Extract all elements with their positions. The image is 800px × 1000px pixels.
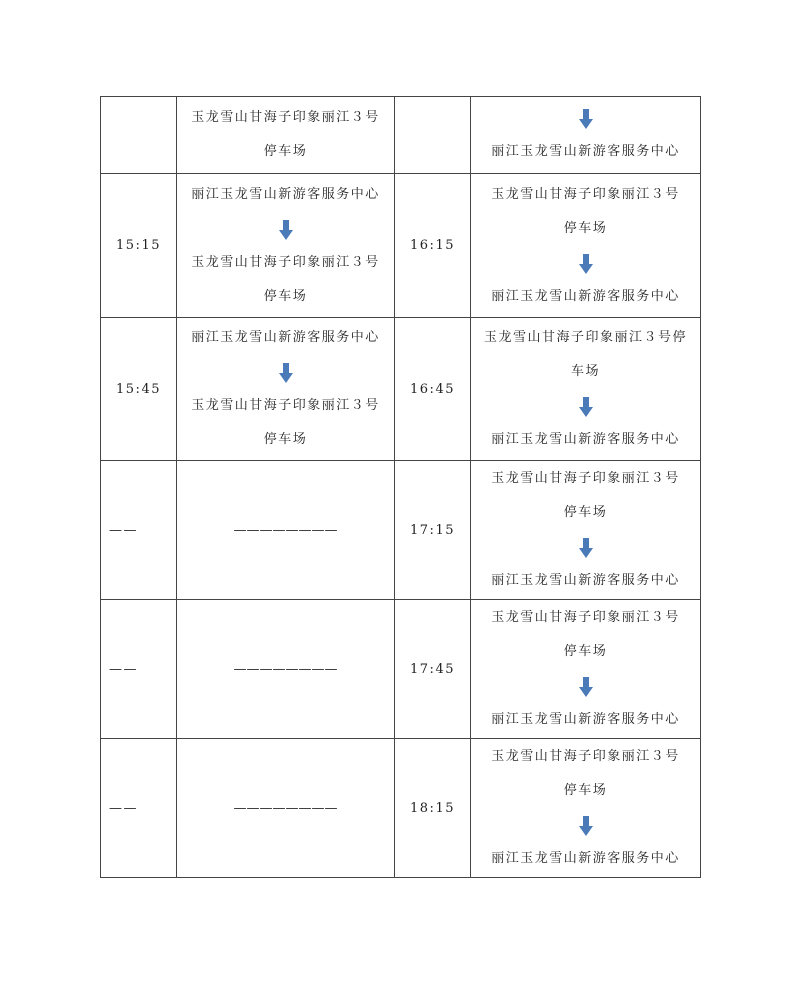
table-row [101, 318, 701, 461]
route-stop: 停车场 [563, 220, 608, 236]
route-stop: 玉龙雪山甘海子印象丽江３号 [191, 110, 380, 125]
table-row [101, 600, 701, 739]
down-arrow-icon [471, 389, 700, 423]
route-stop: 玉龙雪山甘海子印象丽江３号 [491, 471, 680, 486]
return-route-cell [471, 174, 701, 318]
down-arrow-icon [177, 355, 394, 389]
route-stop: 玉龙雪山甘海子印象丽江３号 [491, 749, 680, 764]
departure-route-cell: ———————— [177, 600, 395, 739]
route-stop: 丽江玉龙雪山新游客服务中心 [491, 432, 680, 447]
route-stop: 玉龙雪山甘海子印象丽江３号 [491, 610, 680, 625]
bus-schedule-table [100, 96, 701, 878]
departure-time-cell: —— [101, 739, 177, 878]
return-route-cell [471, 461, 701, 600]
route-stop: 玉龙雪山甘海子印象丽江３号 [191, 398, 380, 413]
route-stop: 丽江玉龙雪山新游客服务中心 [491, 851, 680, 866]
return-route-cell [471, 600, 701, 739]
return-time-cell: 17:15 [395, 461, 471, 600]
departure-time-cell [101, 97, 177, 174]
down-arrow-icon [471, 246, 700, 280]
route-stop: 玉龙雪山甘海子印象丽江３号停 [483, 330, 687, 345]
departure-route-cell [177, 174, 395, 318]
return-time-cell: 17:45 [395, 600, 471, 739]
route-stop: 丽江玉龙雪山新游客服务中心 [491, 712, 680, 727]
route-stop: 停车场 [563, 644, 608, 659]
route-stop: 丽江玉龙雪山新游客服务中心 [491, 288, 680, 304]
route-stop: 车场 [570, 364, 600, 379]
return-route-cell [471, 318, 701, 461]
route-stop: 停车场 [263, 288, 308, 304]
route-stop: 丽江玉龙雪山新游客服务中心 [191, 330, 380, 345]
route-stop: 停车场 [263, 432, 308, 447]
departure-route-cell: ———————— [177, 739, 395, 878]
return-time-cell: 18:15 [395, 739, 471, 878]
departure-route-cell [177, 318, 395, 461]
down-arrow-icon [471, 669, 700, 703]
departure-route-cell: ———————— [177, 461, 395, 600]
return-time-cell: 16:15 [395, 174, 471, 318]
departure-route-cell [177, 97, 395, 174]
route-stop: 停车场 [563, 783, 608, 798]
route-stop: 丽江玉龙雪山新游客服务中心 [191, 186, 380, 202]
down-arrow-icon [471, 530, 700, 564]
return-route-cell [471, 739, 701, 878]
route-stop: 玉龙雪山甘海子印象丽江３号 [191, 254, 380, 270]
table-row [101, 739, 701, 878]
route-stop: 丽江玉龙雪山新游客服务中心 [491, 144, 680, 159]
departure-time-cell: 15:15 [101, 174, 177, 318]
departure-time-cell: 15:45 [101, 318, 177, 461]
table-row [101, 97, 701, 174]
down-arrow-icon [471, 101, 700, 135]
return-time-cell [395, 97, 471, 174]
table-row [101, 174, 701, 318]
route-stop: 停车场 [563, 505, 608, 520]
route-stop: 停车场 [263, 144, 308, 159]
return-route-cell [471, 97, 701, 174]
route-stop: 丽江玉龙雪山新游客服务中心 [491, 573, 680, 588]
return-time-cell: 16:45 [395, 318, 471, 461]
departure-time-cell: —— [101, 600, 177, 739]
route-stop: 玉龙雪山甘海子印象丽江３号 [491, 186, 680, 202]
departure-time-cell: —— [101, 461, 177, 600]
down-arrow-icon [471, 808, 700, 842]
down-arrow-icon [177, 212, 394, 246]
table-row [101, 461, 701, 600]
